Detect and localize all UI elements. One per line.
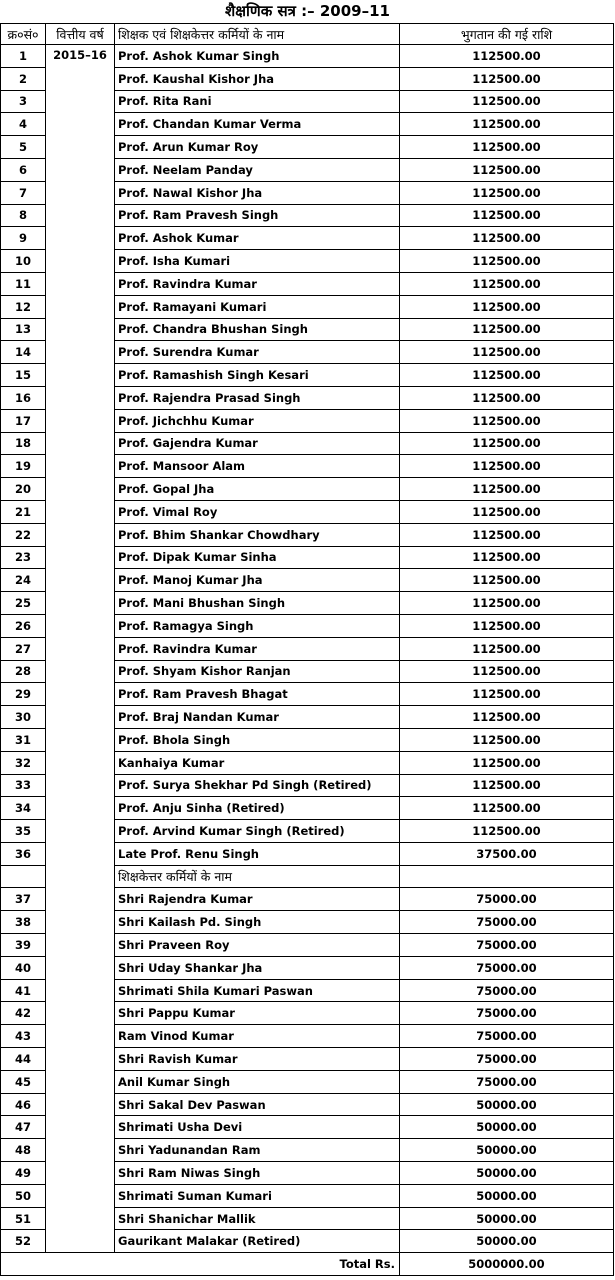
serial-number: 27 xyxy=(1,637,46,660)
amount: 75000.00 xyxy=(400,1070,614,1093)
serial-number: 9 xyxy=(1,227,46,250)
serial-number: 3 xyxy=(1,90,46,113)
serial-number: 6 xyxy=(1,158,46,181)
serial-number: 18 xyxy=(1,432,46,455)
person-name: Prof. Arun Kumar Roy xyxy=(115,136,400,159)
person-name: Prof. Vimal Roy xyxy=(115,500,400,523)
serial-number: 22 xyxy=(1,523,46,546)
serial-number: 48 xyxy=(1,1139,46,1162)
person-name: Shrimati Usha Devi xyxy=(115,1116,400,1139)
serial-number: 15 xyxy=(1,364,46,387)
person-name: Prof. Neelam Panday xyxy=(115,158,400,181)
amount: 112500.00 xyxy=(400,341,614,364)
serial-number: 19 xyxy=(1,455,46,478)
serial-number: 31 xyxy=(1,728,46,751)
amount: 112500.00 xyxy=(400,181,614,204)
serial-number: 52 xyxy=(1,1230,46,1253)
person-name: Shri Shanichar Mallik xyxy=(115,1207,400,1230)
person-name: Kanhaiya Kumar xyxy=(115,751,400,774)
serial-number: 34 xyxy=(1,797,46,820)
amount: 112500.00 xyxy=(400,158,614,181)
serial-number: 41 xyxy=(1,979,46,1002)
total-blank xyxy=(1,1253,115,1276)
amount: 112500.00 xyxy=(400,683,614,706)
serial-number: 12 xyxy=(1,295,46,318)
serial-number: 10 xyxy=(1,250,46,273)
serial-number: 37 xyxy=(1,888,46,911)
amount: 112500.00 xyxy=(400,797,614,820)
serial-number: 8 xyxy=(1,204,46,227)
amount: 75000.00 xyxy=(400,1048,614,1071)
amount: 50000.00 xyxy=(400,1116,614,1139)
serial-number: 16 xyxy=(1,386,46,409)
serial-number: 23 xyxy=(1,546,46,569)
amount: 112500.00 xyxy=(400,45,614,68)
amount: 112500.00 xyxy=(400,455,614,478)
person-name: Prof. Mani Bhushan Singh xyxy=(115,592,400,615)
serial-number: 29 xyxy=(1,683,46,706)
header-name: शिक्षक एवं शिक्षकेत्तर कर्मियों के नाम xyxy=(115,24,400,45)
serial-number: 25 xyxy=(1,592,46,615)
person-name: Shri Praveen Roy xyxy=(115,934,400,957)
person-name: Prof. Ravindra Kumar xyxy=(115,637,400,660)
amount: 112500.00 xyxy=(400,432,614,455)
serial-number: 14 xyxy=(1,341,46,364)
amount: 112500.00 xyxy=(400,364,614,387)
person-name: Prof. Shyam Kishor Ranjan xyxy=(115,660,400,683)
serial-number: 47 xyxy=(1,1116,46,1139)
header-serial-number: क्र०सं० xyxy=(1,24,46,45)
serial-number: 13 xyxy=(1,318,46,341)
amount: 112500.00 xyxy=(400,227,614,250)
amount: 37500.00 xyxy=(400,842,614,865)
person-name: Prof. Chandan Kumar Verma xyxy=(115,113,400,136)
amount: 75000.00 xyxy=(400,934,614,957)
person-name: Prof. Nawal Kishor Jha xyxy=(115,181,400,204)
person-name: Shri Uday Shankar Jha xyxy=(115,956,400,979)
person-name: Prof. Ashok Kumar xyxy=(115,227,400,250)
person-name: Prof. Ram Pravesh Singh xyxy=(115,204,400,227)
amount: 50000.00 xyxy=(400,1230,614,1253)
person-name: Prof. Surendra Kumar xyxy=(115,341,400,364)
amount: 112500.00 xyxy=(400,409,614,432)
serial-number: 4 xyxy=(1,113,46,136)
serial-number: 21 xyxy=(1,500,46,523)
person-name: Shrimati Shila Kumari Paswan xyxy=(115,979,400,1002)
amount: 75000.00 xyxy=(400,1002,614,1025)
amount: 112500.00 xyxy=(400,318,614,341)
person-name: Shri Sakal Dev Paswan xyxy=(115,1093,400,1116)
section-amount-blank xyxy=(400,865,614,888)
serial-number: 43 xyxy=(1,1025,46,1048)
serial-number: 38 xyxy=(1,911,46,934)
amount: 112500.00 xyxy=(400,295,614,318)
serial-number: 42 xyxy=(1,1002,46,1025)
person-name: Prof. Surya Shekhar Pd Singh (Retired) xyxy=(115,774,400,797)
serial-number: 26 xyxy=(1,614,46,637)
person-name: Prof. Braj Nandan Kumar xyxy=(115,706,400,729)
person-name: Prof. Bhola Singh xyxy=(115,728,400,751)
amount: 50000.00 xyxy=(400,1093,614,1116)
section-serial-blank xyxy=(1,865,46,888)
person-name: Prof. Rajendra Prasad Singh xyxy=(115,386,400,409)
person-name: Anil Kumar Singh xyxy=(115,1070,400,1093)
page-title: शैक्षणिक सत्र :– 2009–11 xyxy=(225,2,390,20)
person-name: Prof. Ramashish Singh Kesari xyxy=(115,364,400,387)
person-name: Prof. Ashok Kumar Singh xyxy=(115,45,400,68)
serial-number: 49 xyxy=(1,1162,46,1185)
amount: 75000.00 xyxy=(400,956,614,979)
person-name: Prof. Ram Pravesh Bhagat xyxy=(115,683,400,706)
person-name: Shri Yadunandan Ram xyxy=(115,1139,400,1162)
amount: 75000.00 xyxy=(400,979,614,1002)
serial-number: 32 xyxy=(1,751,46,774)
serial-number: 35 xyxy=(1,820,46,843)
header-amount: भुगतान की गई राशि xyxy=(400,24,614,45)
serial-number: 33 xyxy=(1,774,46,797)
person-name: Prof. Anju Sinha (Retired) xyxy=(115,797,400,820)
table-row xyxy=(1,45,614,68)
amount: 50000.00 xyxy=(400,1184,614,1207)
serial-number: 50 xyxy=(1,1184,46,1207)
section-heading: शिक्षकेत्तर कर्मियों के नाम xyxy=(115,865,400,888)
person-name: Prof. Jichchhu Kumar xyxy=(115,409,400,432)
serial-number: 5 xyxy=(1,136,46,159)
amount: 50000.00 xyxy=(400,1139,614,1162)
person-name: Prof. Isha Kumari xyxy=(115,250,400,273)
amount: 112500.00 xyxy=(400,204,614,227)
serial-number: 30 xyxy=(1,706,46,729)
amount: 112500.00 xyxy=(400,250,614,273)
amount: 112500.00 xyxy=(400,272,614,295)
amount: 112500.00 xyxy=(400,523,614,546)
person-name: Prof. Chandra Bhushan Singh xyxy=(115,318,400,341)
serial-number: 39 xyxy=(1,934,46,957)
person-name: Prof. Gopal Jha xyxy=(115,478,400,501)
amount: 112500.00 xyxy=(400,546,614,569)
total-label: Total Rs. xyxy=(115,1253,400,1276)
total-amount: 5000000.00 xyxy=(400,1253,614,1276)
amount: 112500.00 xyxy=(400,67,614,90)
person-name: Prof. Arvind Kumar Singh (Retired) xyxy=(115,820,400,843)
amount: 112500.00 xyxy=(400,614,614,637)
amount: 112500.00 xyxy=(400,706,614,729)
person-name: Prof. Bhim Shankar Chowdhary xyxy=(115,523,400,546)
amount: 112500.00 xyxy=(400,592,614,615)
person-name: Gaurikant Malakar (Retired) xyxy=(115,1230,400,1253)
person-name: Shri Ram Niwas Singh xyxy=(115,1162,400,1185)
person-name: Prof. Gajendra Kumar xyxy=(115,432,400,455)
header-row xyxy=(1,24,614,45)
serial-number: 17 xyxy=(1,409,46,432)
person-name: Shri Ravish Kumar xyxy=(115,1048,400,1071)
amount: 112500.00 xyxy=(400,136,614,159)
serial-number: 45 xyxy=(1,1070,46,1093)
amount: 75000.00 xyxy=(400,1025,614,1048)
amount: 112500.00 xyxy=(400,478,614,501)
serial-number: 46 xyxy=(1,1093,46,1116)
person-name: Late Prof. Renu Singh xyxy=(115,842,400,865)
amount: 112500.00 xyxy=(400,90,614,113)
amount: 112500.00 xyxy=(400,637,614,660)
payment-table xyxy=(0,23,614,1276)
amount: 75000.00 xyxy=(400,888,614,911)
serial-number: 36 xyxy=(1,842,46,865)
serial-number: 20 xyxy=(1,478,46,501)
person-name: Ram Vinod Kumar xyxy=(115,1025,400,1048)
person-name: Shri Kailash Pd. Singh xyxy=(115,911,400,934)
amount: 112500.00 xyxy=(400,728,614,751)
person-name: Shri Rajendra Kumar xyxy=(115,888,400,911)
amount: 112500.00 xyxy=(400,820,614,843)
person-name: Prof. Manoj Kumar Jha xyxy=(115,569,400,592)
amount: 112500.00 xyxy=(400,774,614,797)
amount: 75000.00 xyxy=(400,911,614,934)
person-name: Prof. Kaushal Kishor Jha xyxy=(115,67,400,90)
person-name: Prof. Ravindra Kumar xyxy=(115,272,400,295)
amount: 50000.00 xyxy=(400,1207,614,1230)
serial-number: 1 xyxy=(1,45,46,68)
person-name: Shri Pappu Kumar xyxy=(115,1002,400,1025)
person-name: Prof. Ramayani Kumari xyxy=(115,295,400,318)
person-name: Prof. Ramagya Singh xyxy=(115,614,400,637)
amount: 112500.00 xyxy=(400,113,614,136)
amount: 112500.00 xyxy=(400,660,614,683)
serial-number: 40 xyxy=(1,956,46,979)
amount: 112500.00 xyxy=(400,751,614,774)
person-name: Shrimati Suman Kumari xyxy=(115,1184,400,1207)
amount: 112500.00 xyxy=(400,500,614,523)
serial-number: 7 xyxy=(1,181,46,204)
total-row xyxy=(1,1253,614,1276)
header-fiscal-year: वित्तीय वर्ष xyxy=(46,24,115,45)
amount: 112500.00 xyxy=(400,569,614,592)
person-name: Prof. Rita Rani xyxy=(115,90,400,113)
amount: 50000.00 xyxy=(400,1162,614,1185)
serial-number: 11 xyxy=(1,272,46,295)
serial-number: 51 xyxy=(1,1207,46,1230)
amount: 112500.00 xyxy=(400,386,614,409)
serial-number: 28 xyxy=(1,660,46,683)
serial-number: 44 xyxy=(1,1048,46,1071)
serial-number: 24 xyxy=(1,569,46,592)
serial-number: 2 xyxy=(1,67,46,90)
person-name: Prof. Mansoor Alam xyxy=(115,455,400,478)
fiscal-year: 2015–16 xyxy=(46,45,115,1253)
person-name: Prof. Dipak Kumar Sinha xyxy=(115,546,400,569)
